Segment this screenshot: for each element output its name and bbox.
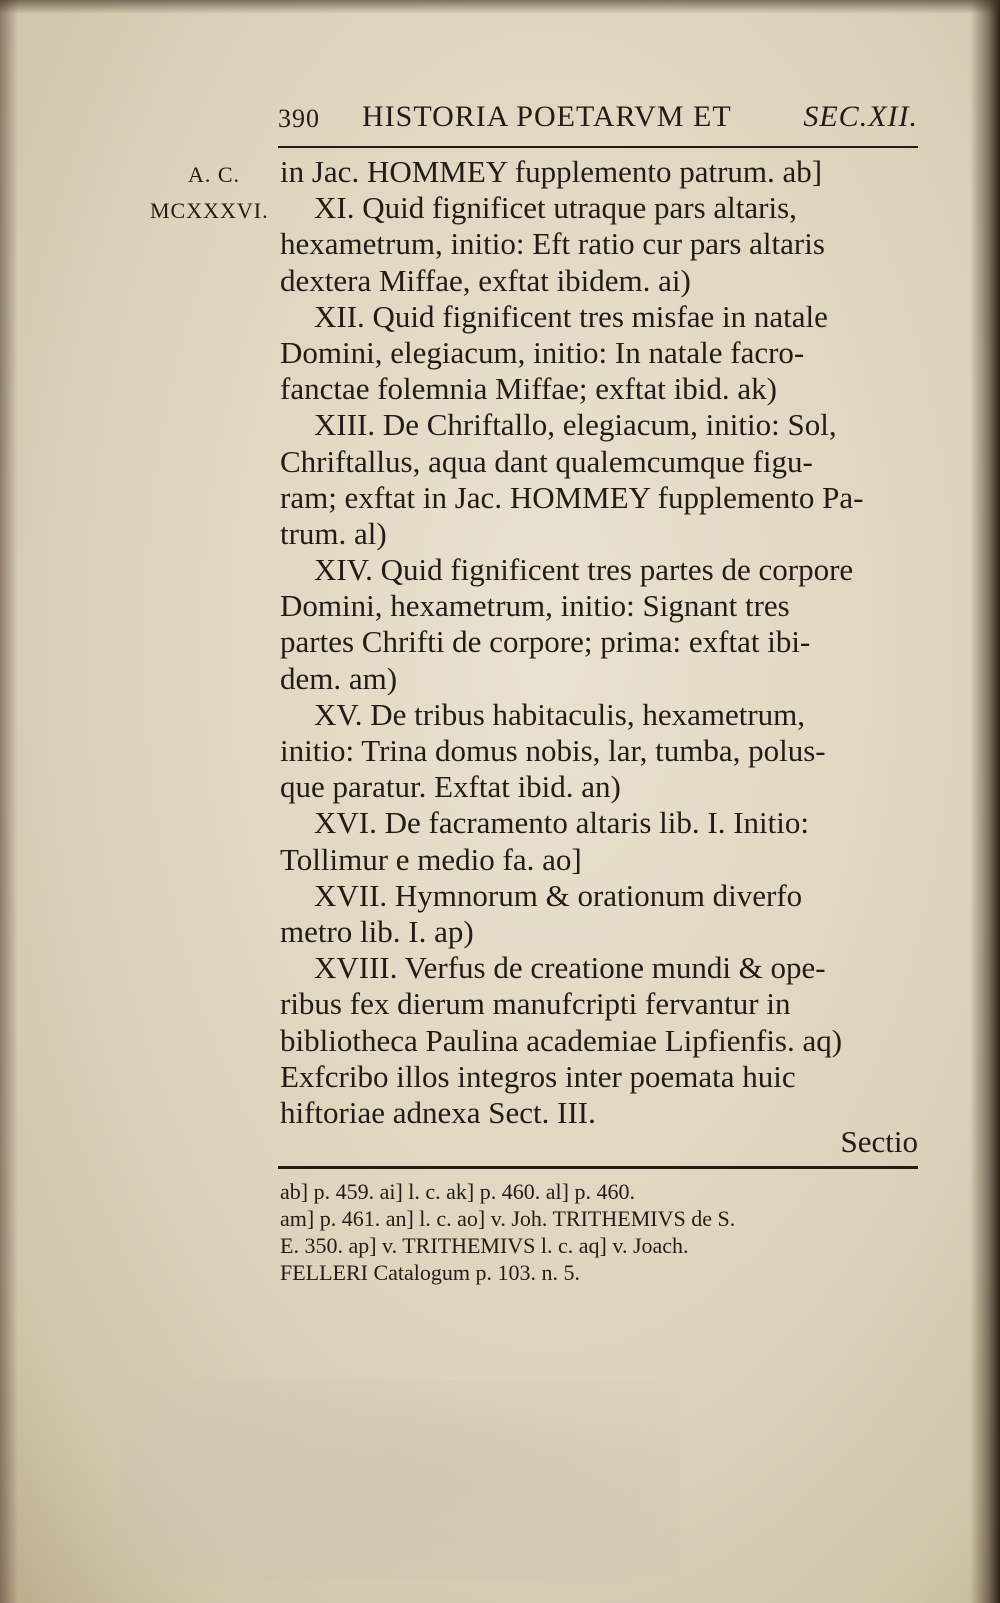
- text-line: Exfcribo illos integros inter poemata huic: [280, 1058, 796, 1094]
- running-title: HISTORIA POETARVM ET: [362, 100, 732, 133]
- page-number: 390: [278, 104, 320, 133]
- page-left-edge: [0, 0, 18, 1603]
- page-right-edge: [970, 0, 1000, 1603]
- text-line: fanctae folemnia Miffae; exftat ibid. ak): [280, 371, 777, 407]
- section-label: SEC.XII.: [803, 100, 918, 133]
- text-line: dextera Miffae, exftat ibidem. ai): [280, 262, 691, 298]
- text-line: XIV. Quid fignificent tres partes de corpore: [314, 552, 854, 588]
- page-top-edge: [0, 0, 1000, 14]
- margin-year-label: MCXXXVI.: [150, 198, 269, 223]
- text-line: XVIII. Verfus de creatione mundi & ope-: [314, 950, 826, 986]
- footnote-line: E. 350. ap] v. TRITHEMIVS l. c. aq] v. Joach.: [280, 1233, 689, 1258]
- main-text-block: [280, 154, 918, 1131]
- text-line: trum. al): [280, 515, 387, 551]
- text-line: dem. am): [280, 660, 398, 696]
- footnote-line: am] p. 461. an] l. c. ao] v. Joh. TRITHEMIVS de S.: [280, 1206, 736, 1231]
- page-stain: [120, 1380, 680, 1580]
- text-line: initio: Trina domus nobis, lar, tumba, polus-: [280, 733, 826, 768]
- text-line: metro lib. I. ap): [280, 913, 474, 949]
- text-line: Domini, hexametrum, initio: Signant tres: [280, 588, 790, 624]
- running-header: [278, 100, 918, 140]
- text-line: XIII. De Chriftallo, elegiacum, initio: Sol,: [314, 407, 837, 443]
- footnote-rule: [278, 1166, 918, 1169]
- margin-anno-label: A. C.: [188, 162, 241, 187]
- text-line: Chriftallus, aqua dant qualemcumque figu-: [280, 443, 813, 479]
- text-line: in Jac. HOMMEY fupplemento patrum. ab]: [280, 154, 823, 189]
- text-line: Domini, elegiacum, initio: In natale facro-: [280, 334, 805, 370]
- text-line: XII. Quid fignificent tres misfae in natale: [314, 298, 828, 334]
- text-line: que paratur. Exftat ibid. an): [280, 769, 621, 805]
- text-line: ram; exftat in Jac. HOMMEY fupplemento Pa-: [280, 479, 864, 515]
- text-line: bibliotheca Paulina academiae Lipfienfis. aq): [280, 1022, 843, 1058]
- header-rule: [278, 146, 918, 148]
- text-line: Tollimur e medio fa. ao]: [280, 841, 582, 877]
- text-line: XV. De tribus habitaculis, hexametrum,: [314, 696, 806, 732]
- footnote-line: ab] p. 459. ai] l. c. ak] p. 460. al] p. 460.: [280, 1179, 635, 1204]
- text-line: ribus fex dierum manufcripti fervantur in: [280, 986, 791, 1022]
- footnotes-block: [280, 1178, 920, 1286]
- text-line: XVI. De facramento altaris lib. I. Initio:: [314, 805, 809, 841]
- text-line: XVII. Hymnorum & orationum diverfo: [314, 877, 803, 913]
- footnote-line: FELLERI Catalogum p. 103. n. 5.: [280, 1260, 581, 1285]
- text-line: hexametrum, initio: Eft ratio cur pars altaris: [280, 226, 825, 262]
- text-line: partes Chrifti de corpore; prima: exftat ibi-: [280, 624, 811, 660]
- text-line: XI. Quid fignificet utraque pars altaris,: [314, 190, 797, 226]
- text-line: hiftoriae adnexa Sect. III.: [280, 1094, 596, 1130]
- catchword: Sectio: [840, 1124, 918, 1159]
